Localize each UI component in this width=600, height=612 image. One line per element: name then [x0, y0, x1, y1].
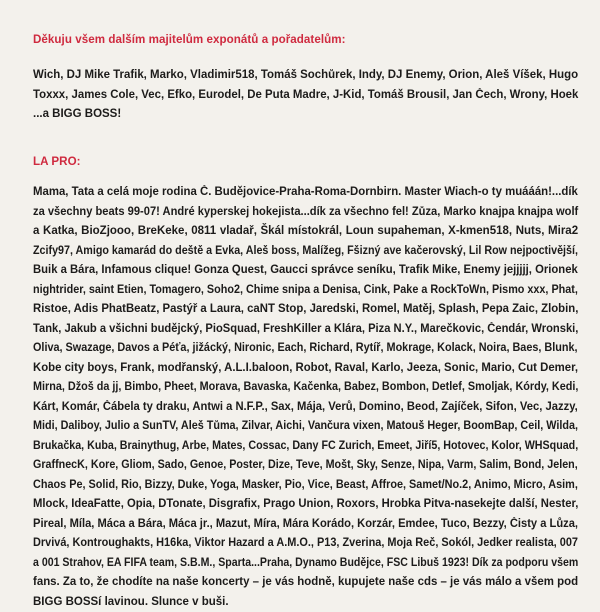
- text-line: Kárt, Komár, Čábela ty draku, Antwi a N.F.P., Sax, Mája, Verů, Domino, Beod, Zajíček, Sifon, Vec, Jazzy,: [33, 398, 578, 418]
- text-line: nightrider, saint Etien, Tomagero, Soho2, Chime snipa a Denisa, Cink, Pake a RockToWn, Pismo xxx, Phat,: [33, 281, 578, 301]
- text-line: Tank, Jakub a všichni budějcký, PioSquad, FreshKiller a Klára, Piza N.Y., Marečkovic, Čendár, Wronski,: [33, 320, 578, 340]
- text-line: BIGG BOSSí lavinou. Slunce v buši.: [33, 593, 578, 612]
- text-line: Chaos Pe, Solid, Rio, Bizzy, Duke, Yoga, Masker, Pio, Vice, Beast, Affroe, Samet/No.2, Animo, Micro, Asim,: [33, 476, 578, 496]
- text-line: ...a BIGG BOSS!: [33, 105, 578, 125]
- text-line: Zcify97, Amigo kamarád do deště a Evka, Aleš boss, Malížeg, Fšizný ave kačerovský, Lil Row nejpoctivější,: [33, 242, 578, 262]
- thanks-paragraph: [33, 66, 578, 125]
- text-line: Drvivá, Kontroughakts, H16ka, Viktor Hazard a A.M.O., P13, Zverina, Moja Reč, Sokól, Jedker realista, 007: [33, 534, 578, 554]
- text-line: a 001 Strahov, EA FIFA team, S.B.M., Sparta...Praha, Dynamo Budějce, FSC Libuš 1923! Dík za podporu všem: [33, 554, 578, 574]
- la-pro-paragraph: [33, 183, 578, 612]
- text-line: a Katka, BioZjooo, BreKeke, 0811 vladař, Škál místokrál, Loun supaheman, X-kmen518, Nuts, Mira2: [33, 222, 578, 242]
- text-line: Midi, Daliboy, Julio a SunTV, Aleš Tůma, Zilvar, Aichi, Vančura vixen, Matouš Heger, BoomBap, Ceil, Wilda,: [33, 417, 578, 437]
- text-line: Buik a Bára, Infamous clique! Gonza Quest, Gaucci správce seníku, Trafik Mike, Enemy jejjjjj, Orionek: [33, 261, 578, 281]
- text-line: za všechny beats 99-07! André kyperskej hokejista...dík za všechno fel! Zůza, Marko knajpa knajpa wolf: [33, 203, 578, 223]
- text-line: Ristoe, Adis PhatBeatz, Pastýř a Laura, caNT Stop, Jaredski, Romel, Matěj, Splash, Pepa Zaic, Zlobin,: [33, 300, 578, 320]
- text-line: Mirna, Džoš da jj, Bimbo, Pheet, Morava, Bavaska, Kačenka, Babez, Bombon, Detlef, Smoljak, Kórdy, Kedi,: [33, 378, 578, 398]
- text-line: GraffnecK, Kore, Gliom, Sado, Genoe, Poster, Dize, Teve, Mošt, Sky, Senze, Nipa, Varm, Salim, Bond, Jelen,: [33, 456, 578, 476]
- text-line: Wich, DJ Mike Trafik, Marko, Vladimir518, Tomáš Sochůrek, Indy, DJ Enemy, Orion, Aleš Víšek, Hugo: [33, 66, 578, 86]
- text-line: Mlock, IdeaFatte, Opia, DTonate, Disgrafix, Prago Union, Roxors, Hrobka Pitva-nasekejte další, Nester,: [33, 495, 578, 515]
- text-line: Mama, Tata a celá moje rodina Č. Budějovice-Praha-Roma-Dornbirn. Master Wiach-o ty muááán!...dík: [33, 183, 578, 203]
- la-pro-heading: LA PRO:: [33, 155, 81, 168]
- text-line: fans. Za to, že chodíte na naše koncerty – je vás hodně, kupujete naše cds – je vás málo a všem pod: [33, 573, 578, 593]
- text-line: Toxxx, James Cole, Vec, Efko, Eurodel, De Puta Madre, J-Kid, Tomáš Brousil, Jan Čech, Wrony, Hoek: [33, 86, 578, 106]
- text-line: Pireal, Míla, Máca a Bára, Máca jr., Mazut, Míra, Mára Korádo, Korzár, Emdee, Tuco, Bezzy, Čisty a Lůza,: [33, 515, 578, 535]
- text-line: Kobe city boys, Frank, modřanský, A.L.I.baloon, Robot, Raval, Karlo, Jeeza, Sonic, Mario, Cut Demer,: [33, 359, 578, 379]
- thanks-heading: Děkuju všem dalším majitelům exponátů a pořadatelům:: [33, 33, 346, 46]
- text-line: Oliva, Swazage, Davos a Péťa, jižácký, Nironic, Each, Richard, Rytíř, Mokrage, Kolack, Noira, Baes, Blunk,: [33, 339, 578, 359]
- text-line: Brukačka, Kuba, Brainythug, Arbe, Mates, Cossac, Dany FC Zurich, Emeet, Jiří5, Hotovec, Kolor, WHSquad,: [33, 437, 578, 457]
